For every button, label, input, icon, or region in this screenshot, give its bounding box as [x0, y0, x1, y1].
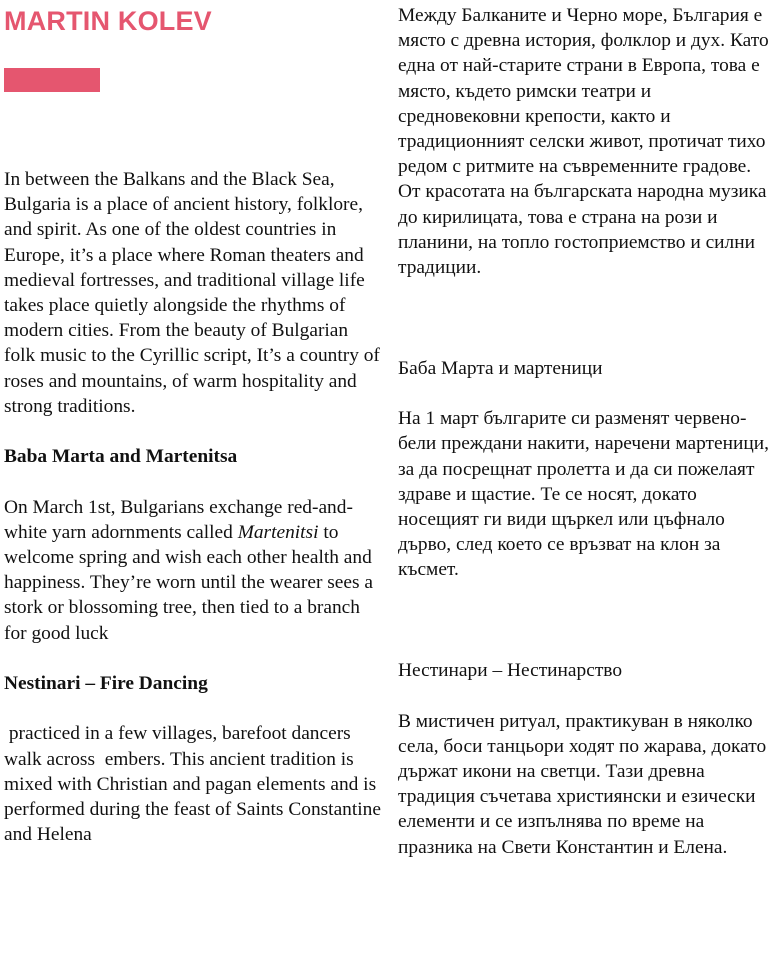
intro-paragraph-en: In between the Balkans and the Black Sea, Bulgaria is a place of ancient history, folklore, and spirit. As one of the oldest countries in Europe, it’s a place where Roman theaters and medieval fortresses, and traditional village life takes place quietly alongside the rhythms of modern cities. From the beauty of Bulgarian folk music to the Cyrillic script, It’s a country of roses and mountains, of warm hospitality and strong traditions. — [4, 169, 380, 417]
nestinari-paragraph-en: practiced in a few villages, barefoot dancers walk across embers. This ancient tradition is mixed with Christian and pagan elements and is performed during the feast of Saints Constantine and Helena — [4, 723, 386, 846]
spacer — [4, 469, 382, 494]
section-heading-martenitsa-en: Baba Marta and Martenitsa — [4, 446, 238, 468]
spacer — [4, 419, 382, 444]
spacer — [398, 583, 770, 659]
martenitsa-text-start: On March 1st, Bulgarians exchange red-and-white yarn adornments called — [4, 496, 353, 543]
spacer — [398, 381, 770, 406]
intro-paragraph-bg: Между Балканите и Черно море, България е място с древна история, фолклор и дух. Като една от най-старите страни в Европа, това е място, където римски театри и средновековни крепости, както и традиционният селски живот, протичат тихо редом с ритмите на съвременните градове. От красотата на българската народна музика до кирилицата, това е страна на рози и планини, на топло гостоприемство и силни традиции. — [398, 5, 769, 279]
section-heading-nestinari-en: Nestinari – Fire Dancing — [4, 673, 208, 695]
bulgarian-column — [398, 3, 770, 860]
english-column — [4, 167, 386, 847]
accent-bar — [4, 68, 100, 92]
martenitsi-term: Martenitsi — [237, 521, 319, 543]
spacer — [398, 280, 770, 356]
martenitsa-paragraph-bg: На 1 март българите си разменят червено-бели преждани накити, наречени мартеници, за да посрещнат пролетта и да си пожелаят здраве и щастие. Те се носят, докато носещият ги види щъркел или цъфнало дърво, след което се връзват на клон за късмет. — [398, 408, 769, 581]
nestinari-paragraph-bg: В мистичен ритуал, практикуван в няколко села, боси танцьори ходят по жарава, докато държат икони на светци. Тази древна традиция съчетава християнски и езически елементи и се изпълнява по време на празника на Свети Константин и Елена. — [398, 710, 767, 858]
author-name: MARTIN KOLEV — [4, 6, 212, 36]
martenitsa-text-end: to welcome spring and wish each other health and happiness. They’re worn until the wearer sees a stork or blossoming tree, then tied to a branch for good luck — [4, 521, 374, 644]
spacer — [4, 646, 382, 671]
section-heading-nestinari-bg: Нестинари – Нестинарство — [398, 660, 623, 682]
section-heading-martenitsa-bg: Баба Марта и мартеници — [398, 357, 603, 379]
martenitsa-paragraph-en — [4, 495, 382, 646]
spacer — [398, 683, 770, 708]
spacer — [4, 696, 382, 721]
